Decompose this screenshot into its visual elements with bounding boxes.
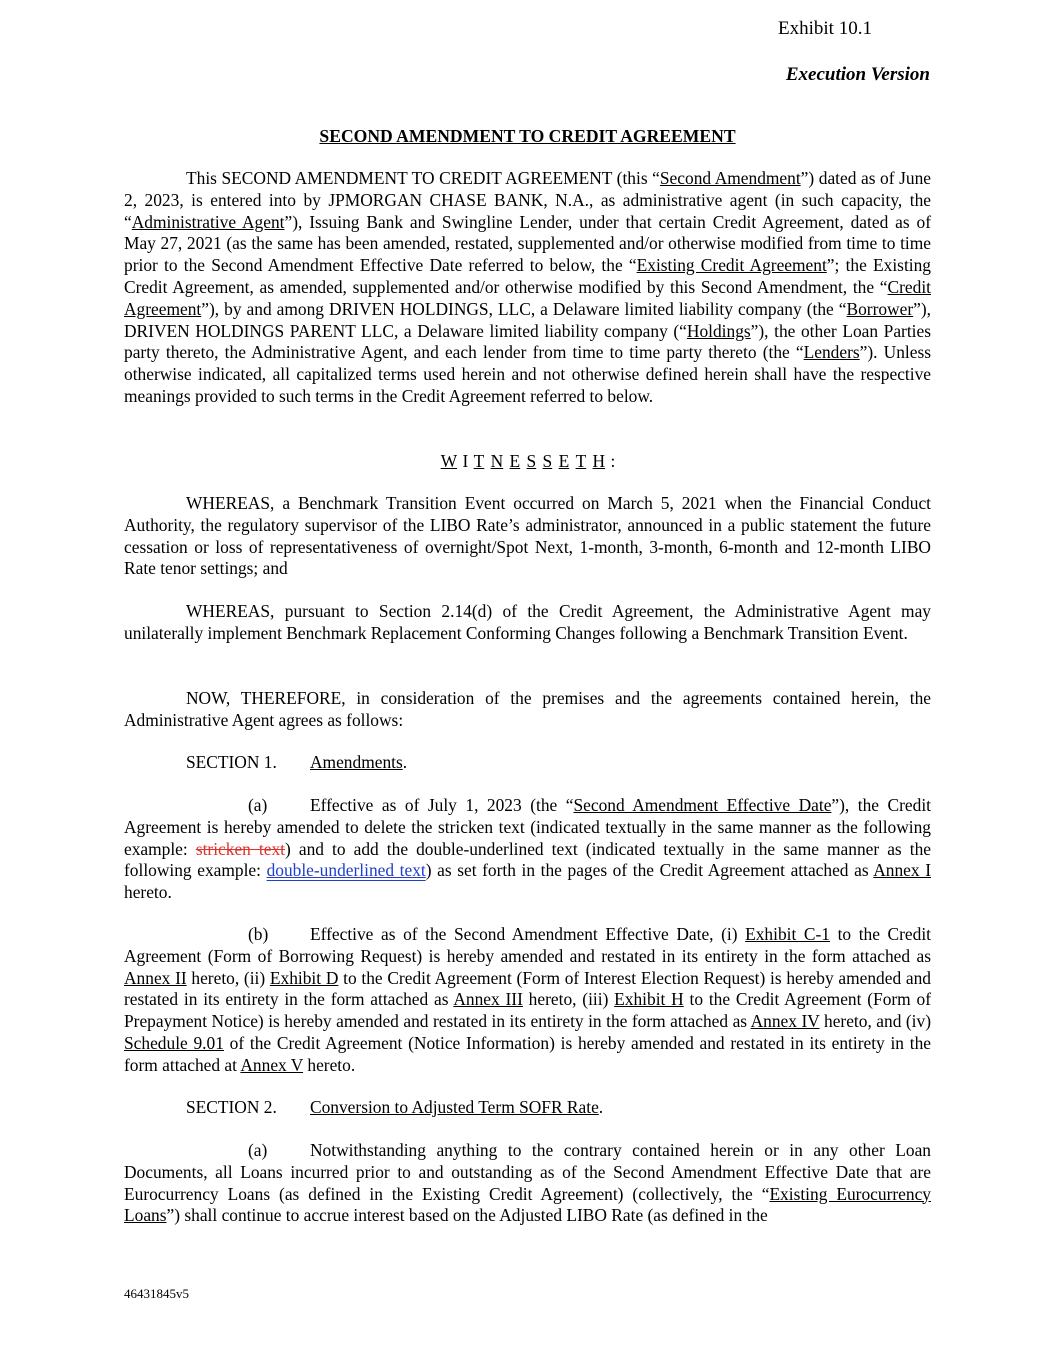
- document-title: SECOND AMENDMENT TO CREDIT AGREEMENT: [319, 126, 736, 146]
- annex-reference: Annex III: [453, 989, 523, 1010]
- section-1-heading: SECTION 1. Amendments.: [186, 752, 408, 772]
- annex-reference: Annex V: [240, 1054, 304, 1075]
- section-1-title: Amendments: [310, 752, 403, 772]
- stricken-text-example: stricken text: [195, 838, 286, 859]
- exhibit-reference: Exhibit D: [269, 967, 339, 988]
- defined-term: Existing Eurocurrency Loans: [124, 1183, 931, 1226]
- section-1b-paragraph: (b) Effective as of the Second Amendment Effective Date, (i) Exhibit C-1 to the Credit Agreement (Form of Borrowing Request) is hereby amended and restated in its entirety in the form attached as Annex II hereto, (ii) Exhibit D to the Credit Agreement (Form of Interest Election Request) is hereby amended and restated in its entirety in the form attached as Annex III hereto, (iii) Exhibit H to the Credit Agreement (Form of Prepayment Notice) is hereby amended and restated in its entirety in the form attached as Annex IV hereto, and (iv) Schedule 9.01 of the Credit Agreement (Notice Information) is hereby amended and restated in its entirety in the form attached at Annex V hereto.: [124, 924, 931, 1075]
- schedule-reference: Schedule 9.01: [124, 1032, 224, 1053]
- section-2-heading: SECTION 2. Conversion to Adjusted Term SOFR Rate.: [186, 1097, 604, 1117]
- annex-reference: Annex IV: [750, 1011, 820, 1032]
- document-id: 46431845v5: [124, 1286, 189, 1301]
- exhibit-label: Exhibit 10.1: [778, 18, 872, 39]
- whereas-paragraph-1: WHEREAS, a Benchmark Transition Event occurred on March 5, 2021 when the Financial Conduct Authority, the regulatory supervisor of the LIBO Rate’s administrator, announced in a public statement the future cessation or loss of representativeness of overnight/Spot Next, 1-month, 3-month, 6-month and 12-month LIBO Rate tenor settings; and: [124, 493, 931, 579]
- defined-term: Existing Credit Agreement: [636, 255, 827, 276]
- now-therefore-paragraph: NOW, THEREFORE, in consideration of the premises and the agreements contained herein, the Administrative Agent agrees as follows:: [124, 688, 931, 730]
- defined-term: Holdings: [686, 320, 751, 341]
- whereas-paragraph-2: WHEREAS, pursuant to Section 2.14(d) of the Credit Agreement, the Administrative Agent may unilaterally implement Benchmark Replacement Conforming Changes following a Benchmark Transition Event.: [124, 601, 931, 643]
- witnesseth-heading: W I T N E S S E T H :: [440, 451, 616, 471]
- annex-reference: Annex II: [124, 967, 187, 988]
- section-2-title: Conversion to Adjusted Term SOFR Rate: [310, 1097, 599, 1117]
- defined-term: Borrower: [846, 298, 914, 319]
- exhibit-reference: Exhibit H: [614, 989, 684, 1010]
- exhibit-reference: Exhibit C-1: [745, 924, 830, 944]
- defined-term: Credit Agreement: [124, 276, 931, 319]
- intro-paragraph: This SECOND AMENDMENT TO CREDIT AGREEMENT (this “Second Amendment”) dated as of June 2, 2023, is entered into by JPMORGAN CHASE BANK, N.A., as administrative agent (in such capacity, the “Administrative Agent”), Issuing Bank and Swingline Lender, under that certain Credit Agreement, dated as of May 27, 2021 (as the same has been amended, restated, supplemented and/or otherwise modified from time to time prior to the Second Amendment Effective Date referred to below, the “Existing Credit Agreement”; the Existing Credit Agreement, as amended, supplemented and/or otherwise modified by this Second Amendment, the “Credit Agreement”), by and among DRIVEN HOLDINGS, LLC, a Delaware limited liability company (the “Borrower”), DRIVEN HOLDINGS PARENT LLC, a Delaware limited liability company (“Holdings”), the other Loan Parties party thereto, the Administrative Agent, and each lender from time to time party thereto (the “Lenders”). Unless otherwise indicated, all capitalized terms used herein and not otherwise defined herein shall have the respective meanings provided to such terms in the Credit Agreement referred to below.: [124, 168, 931, 406]
- double-underlined-text-example: double-underlined text: [266, 860, 426, 881]
- defined-term: Administrative Agent: [131, 211, 285, 232]
- section-1a-paragraph: (a) Effective as of July 1, 2023 (the “Second Amendment Effective Date”), the Credit Agreement is hereby amended to delete the stricken text (indicated textually in the same manner as the following example: stricken text) and to add the double-underlined text (indicated textually in the same manner as the following example: double-underlined text) as set forth in the pages of the Credit Agreement attached as Annex I hereto.: [124, 795, 932, 903]
- execution-version-label: Execution Version: [785, 64, 930, 85]
- defined-term: Second Amendment Effective Date: [573, 795, 832, 815]
- section-2a-paragraph: (a) Notwithstanding anything to the contrary contained herein or in any other Loan Documents, all Loans incurred prior to and outstanding as of the Second Amendment Effective Date that are Eurocurrency Loans (as defined in the Existing Credit Agreement) (collectively, the “Existing Eurocurrency Loans”) shall continue to accrue interest based on the Adjusted LIBO Rate (as defined in the: [124, 1140, 931, 1226]
- defined-term: Lenders: [803, 342, 860, 363]
- annex-reference: Annex I: [873, 860, 931, 881]
- defined-term: Second Amendment: [659, 168, 801, 188]
